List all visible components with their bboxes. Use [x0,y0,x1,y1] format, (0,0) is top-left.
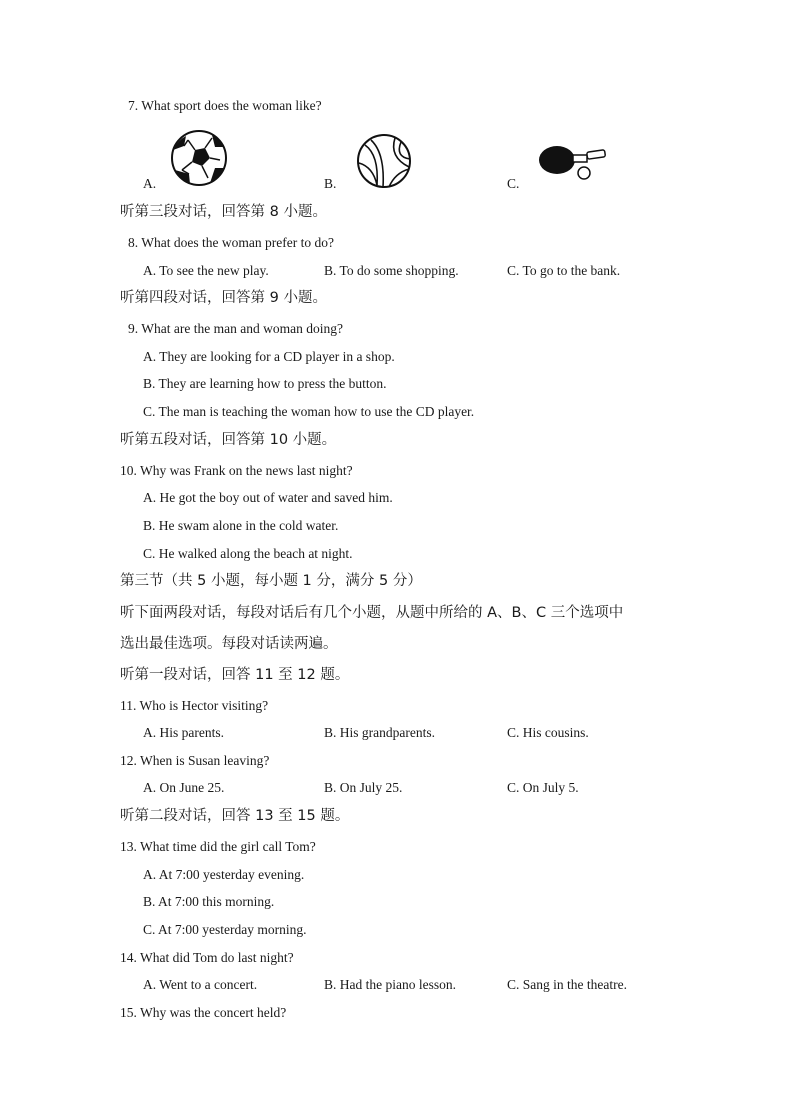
q10-option-a: A. He got the boy out of water and saved him. [143,490,393,505]
question-11: 11. Who is Hector visiting? [120,698,269,713]
question-12: 12. When is Susan leaving? [120,753,270,768]
question-10: 10. Why was Frank on the news last night? [120,463,353,478]
q9-option-a: A. They are looking for a CD player in a shop. [143,349,395,364]
question-13: 13. What time did the girl call Tom? [120,839,316,854]
q14-option-a: A. Went to a concert. [143,977,258,992]
q10-option-b: B. He swam alone in the cold water. [143,518,339,533]
section-heading-dialog-4: 听第四段对话，回答第 9 小题。 [120,290,327,306]
section-heading-dialog-2: 听第二段对话，回答 13 至 15 题。 [120,808,350,824]
q8-option-a: A. To see the new play. [143,263,269,278]
q9-option-c: C. The man is teaching the woman how to use the CD player. [143,404,475,419]
q12-option-a: A. On June 25. [143,780,225,795]
question-8: 8. What does the woman prefer to do? [128,235,334,250]
part-3-instructions-line-2: 选出最佳选项。每段对话读两遍。 [120,636,338,652]
section-heading-dialog-1: 听第一段对话，回答 11 至 12 题。 [120,667,350,683]
q7-option-c-label: C. [507,176,520,191]
q10-option-c: C. He walked along the beach at night. [143,546,353,561]
q11-option-a: A. His parents. [143,725,224,740]
q8-option-b: B. To do some shopping. [324,263,459,278]
q12-option-b: B. On July 25. [324,780,403,795]
q11-option-b: B. His grandparents. [324,725,435,740]
ping-pong-paddle-icon [537,141,611,181]
question-14: 14. What did Tom do last night? [120,950,294,965]
section-heading-dialog-5: 听第五段对话，回答第 10 小题。 [120,432,337,448]
q14-option-b: B. Had the piano lesson. [324,977,456,992]
q7-option-b-label: B. [324,176,337,191]
volleyball-icon [355,133,413,189]
q13-option-b: B. At 7:00 this morning. [143,894,275,909]
question-7: 7. What sport does the woman like? [128,98,322,113]
question-15: 15. Why was the concert held? [120,1005,287,1020]
part-3-title: 第三节（共 5 小题，每小题 1 分，满分 5 分） [120,573,422,589]
q7-option-a-label: A. [143,176,157,191]
q13-option-c: C. At 7:00 yesterday morning. [143,922,307,937]
question-9: 9. What are the man and woman doing? [128,321,343,336]
section-heading-dialog-3: 听第三段对话，回答第 8 小题。 [120,204,327,220]
q14-option-c: C. Sang in the theatre. [507,977,627,992]
part-3-instructions-line-1: 听下面两段对话，每段对话后有几个小题，从题中所给的 A、B、C 三个选项中 [120,605,624,621]
q13-option-a: A. At 7:00 yesterday evening. [143,867,305,882]
soccer-ball-icon [168,130,230,186]
q11-option-c: C. His cousins. [507,725,589,740]
q12-option-c: C. On July 5. [507,780,579,795]
q9-option-b: B. They are learning how to press the button. [143,376,387,391]
q8-option-c: C. To go to the bank. [507,263,621,278]
